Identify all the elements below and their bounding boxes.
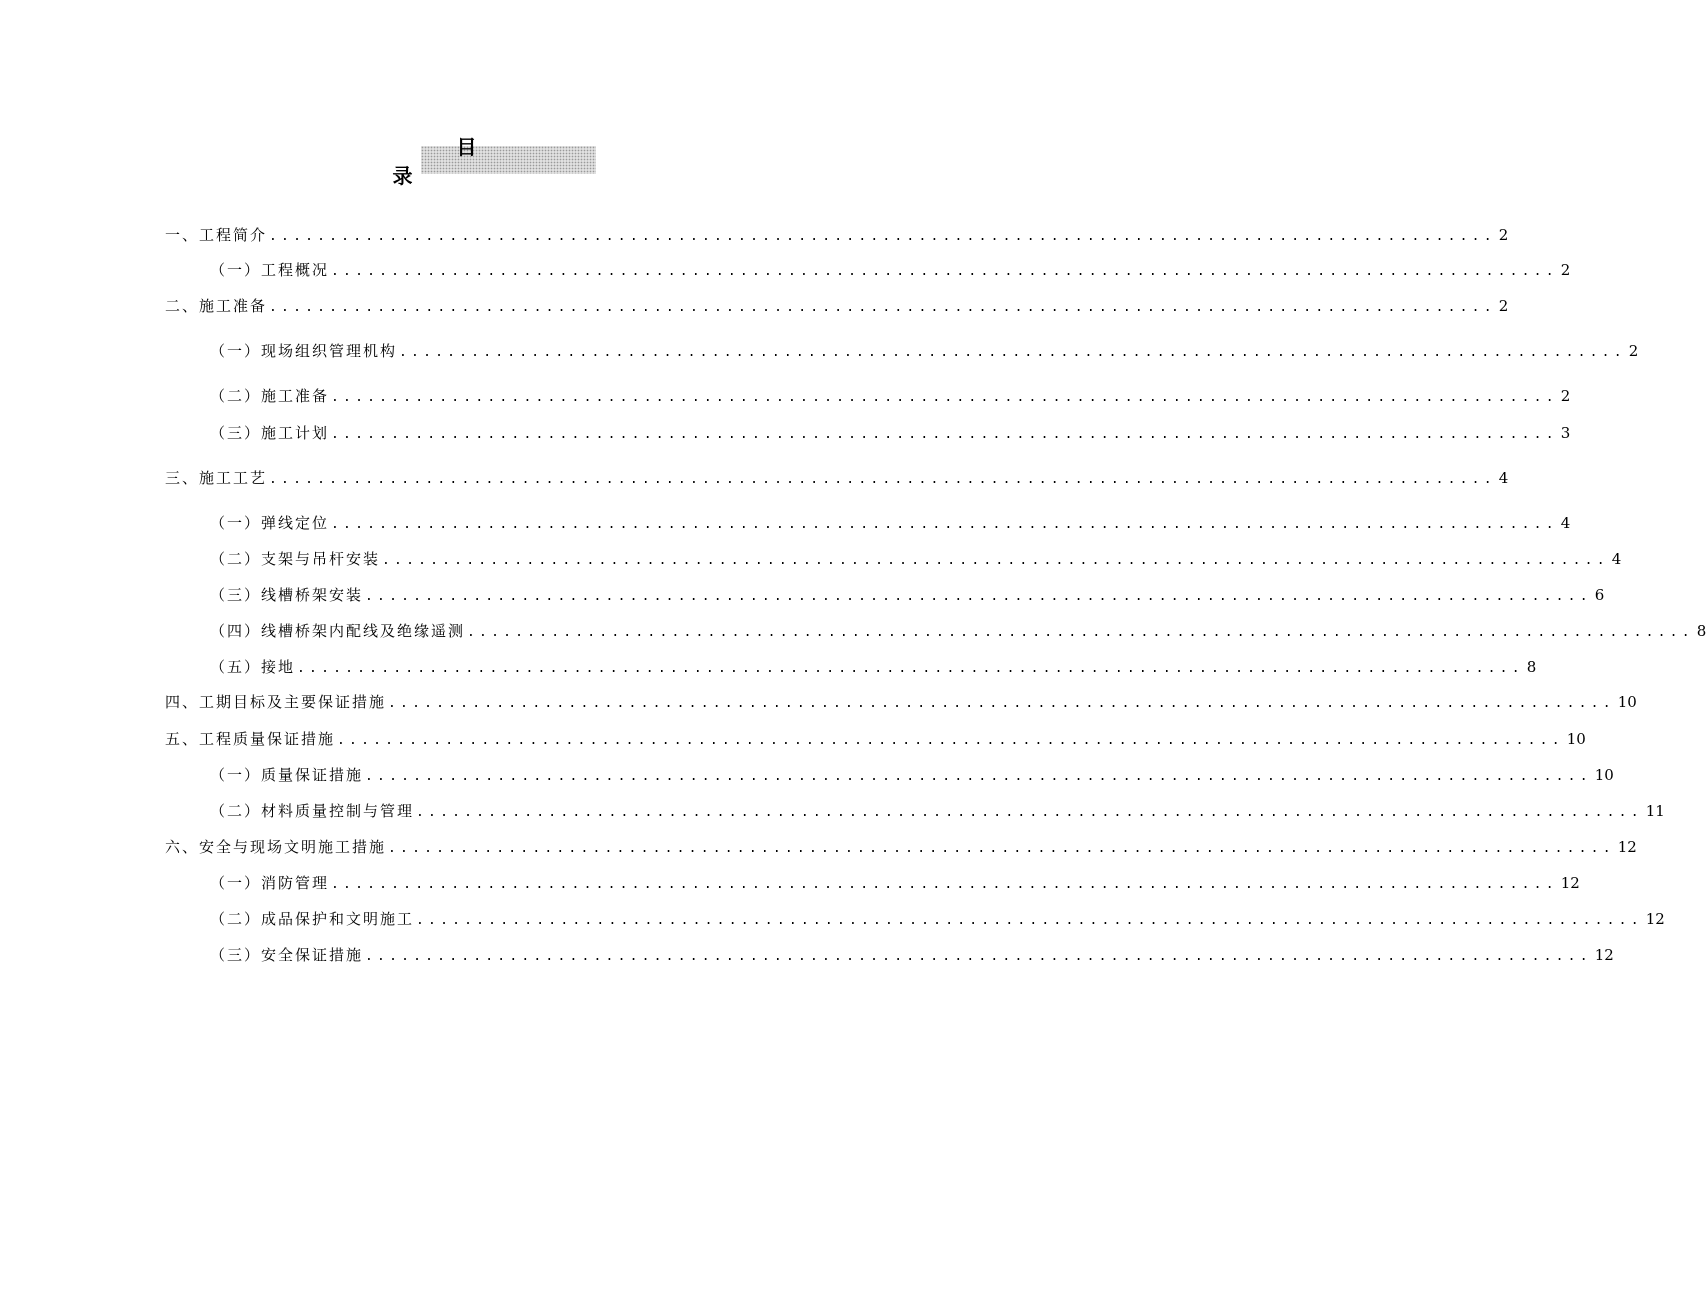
toc-leader-dots: ......................................................................................................	[467, 625, 1694, 640]
toc-entry-label: （三）安全保证措施	[210, 946, 364, 964]
toc-leader-dots: ......................................................................................................	[269, 472, 1496, 487]
toc-entry-page: 8	[1526, 658, 1537, 676]
toc-entry-page: 12	[1594, 946, 1614, 964]
toc-leader-dots: ......................................................................................................	[365, 949, 1592, 964]
toc-entry[interactable]	[210, 871, 1580, 895]
toc-entry-page: 6	[1594, 586, 1605, 604]
toc-entry[interactable]	[210, 511, 1571, 535]
toc-entry-page: 4	[1611, 550, 1622, 568]
toc-leader-dots: ......................................................................................................	[365, 769, 1592, 784]
toc-entry-page: 3	[1560, 424, 1571, 442]
toc-entry-label: （一）工程概况	[210, 261, 330, 279]
toc-entry-label: （一）消防管理	[210, 874, 330, 892]
toc-entry-page: 12	[1645, 910, 1665, 928]
toc-entry[interactable]	[210, 619, 1706, 643]
toc-entry[interactable]	[210, 384, 1571, 408]
toc-entry-label: （三）线槽桥架安装	[210, 586, 364, 604]
toc-entry-label: （一）弹线定位	[210, 514, 330, 532]
toc-entry-page: 10	[1566, 730, 1586, 748]
toc-entry-page: 2	[1560, 261, 1571, 279]
toc-entry[interactable]	[210, 655, 1537, 679]
toc-entry[interactable]	[165, 294, 1509, 318]
toc-entry-label: 六、安全与现场文明施工措施	[165, 838, 387, 856]
toc-entry-page: 10	[1594, 766, 1614, 784]
toc-entry-page: 8	[1696, 622, 1706, 640]
toc-title: 目 录	[392, 135, 625, 188]
toc-entry-label: （一）现场组织管理机构	[210, 342, 398, 360]
toc-entry-page: 2	[1628, 342, 1639, 360]
toc-leader-dots: ......................................................................................................	[297, 661, 1524, 676]
toc-entry[interactable]	[210, 907, 1665, 931]
toc-entry-label: 二、施工准备	[165, 297, 268, 315]
toc-entry[interactable]	[165, 223, 1509, 247]
toc-entry[interactable]	[165, 690, 1637, 714]
toc-entry[interactable]	[165, 835, 1637, 859]
toc-entry[interactable]	[210, 339, 1639, 363]
toc-entry[interactable]	[210, 258, 1571, 282]
toc-entry-label: （一）质量保证措施	[210, 766, 364, 784]
toc-leader-dots: ......................................................................................................	[382, 553, 1609, 568]
toc-leader-dots: ......................................................................................................	[331, 517, 1558, 532]
toc-entry-label: 四、工期目标及主要保证措施	[165, 693, 387, 711]
toc-leader-dots: ......................................................................................................	[269, 300, 1496, 315]
toc-leader-dots: ......................................................................................................	[331, 877, 1558, 892]
toc-leader-dots: ......................................................................................................	[416, 805, 1643, 820]
toc-entry-label: （二）成品保护和文明施工	[210, 910, 415, 928]
toc-entry-page: 2	[1498, 226, 1509, 244]
toc-leader-dots: ......................................................................................................	[388, 841, 1615, 856]
toc-entry[interactable]	[210, 583, 1605, 607]
toc-entry-label: （三）施工计划	[210, 424, 330, 442]
toc-leader-dots: ......................................................................................................	[331, 264, 1558, 279]
toc-entry-label: （二）施工准备	[210, 387, 330, 405]
toc-entry[interactable]	[210, 421, 1571, 445]
toc-entry-page: 2	[1560, 387, 1571, 405]
toc-entry[interactable]	[210, 547, 1622, 571]
toc-leader-dots: ......................................................................................................	[331, 390, 1558, 405]
toc-entry-page: 12	[1617, 838, 1637, 856]
toc-entry-label: （二）支架与吊杆安装	[210, 550, 381, 568]
toc-entry[interactable]	[165, 466, 1509, 490]
toc-entry[interactable]	[165, 727, 1586, 751]
toc-entry-label: 三、施工工艺	[165, 469, 268, 487]
toc-entry-label: （五）接地	[210, 658, 296, 676]
toc-leader-dots: ......................................................................................................	[269, 229, 1496, 244]
toc-leader-dots: ......................................................................................................	[337, 733, 1564, 748]
toc-entry-label: （四）线槽桥架内配线及绝缘遥测	[210, 622, 466, 640]
toc-entry-page: 10	[1617, 693, 1637, 711]
toc-entry-label: 一、工程简介	[165, 226, 268, 244]
toc-entry[interactable]	[210, 763, 1614, 787]
toc-leader-dots: ......................................................................................................	[331, 427, 1558, 442]
toc-entry-label: 五、工程质量保证措施	[165, 730, 336, 748]
toc-entry-page: 4	[1560, 514, 1571, 532]
toc-entry-page: 4	[1498, 469, 1509, 487]
toc-entry[interactable]	[210, 943, 1614, 967]
toc-entry[interactable]	[210, 799, 1665, 823]
toc-entry-page: 11	[1645, 802, 1665, 820]
toc-entry-label: （二）材料质量控制与管理	[210, 802, 415, 820]
toc-leader-dots: ......................................................................................................	[399, 345, 1626, 360]
toc-leader-dots: ......................................................................................................	[365, 589, 1592, 604]
toc-entry-page: 2	[1498, 297, 1509, 315]
toc-leader-dots: ......................................................................................................	[416, 913, 1643, 928]
toc-leader-dots: ......................................................................................................	[388, 696, 1615, 711]
toc-entry-page: 12	[1560, 874, 1580, 892]
